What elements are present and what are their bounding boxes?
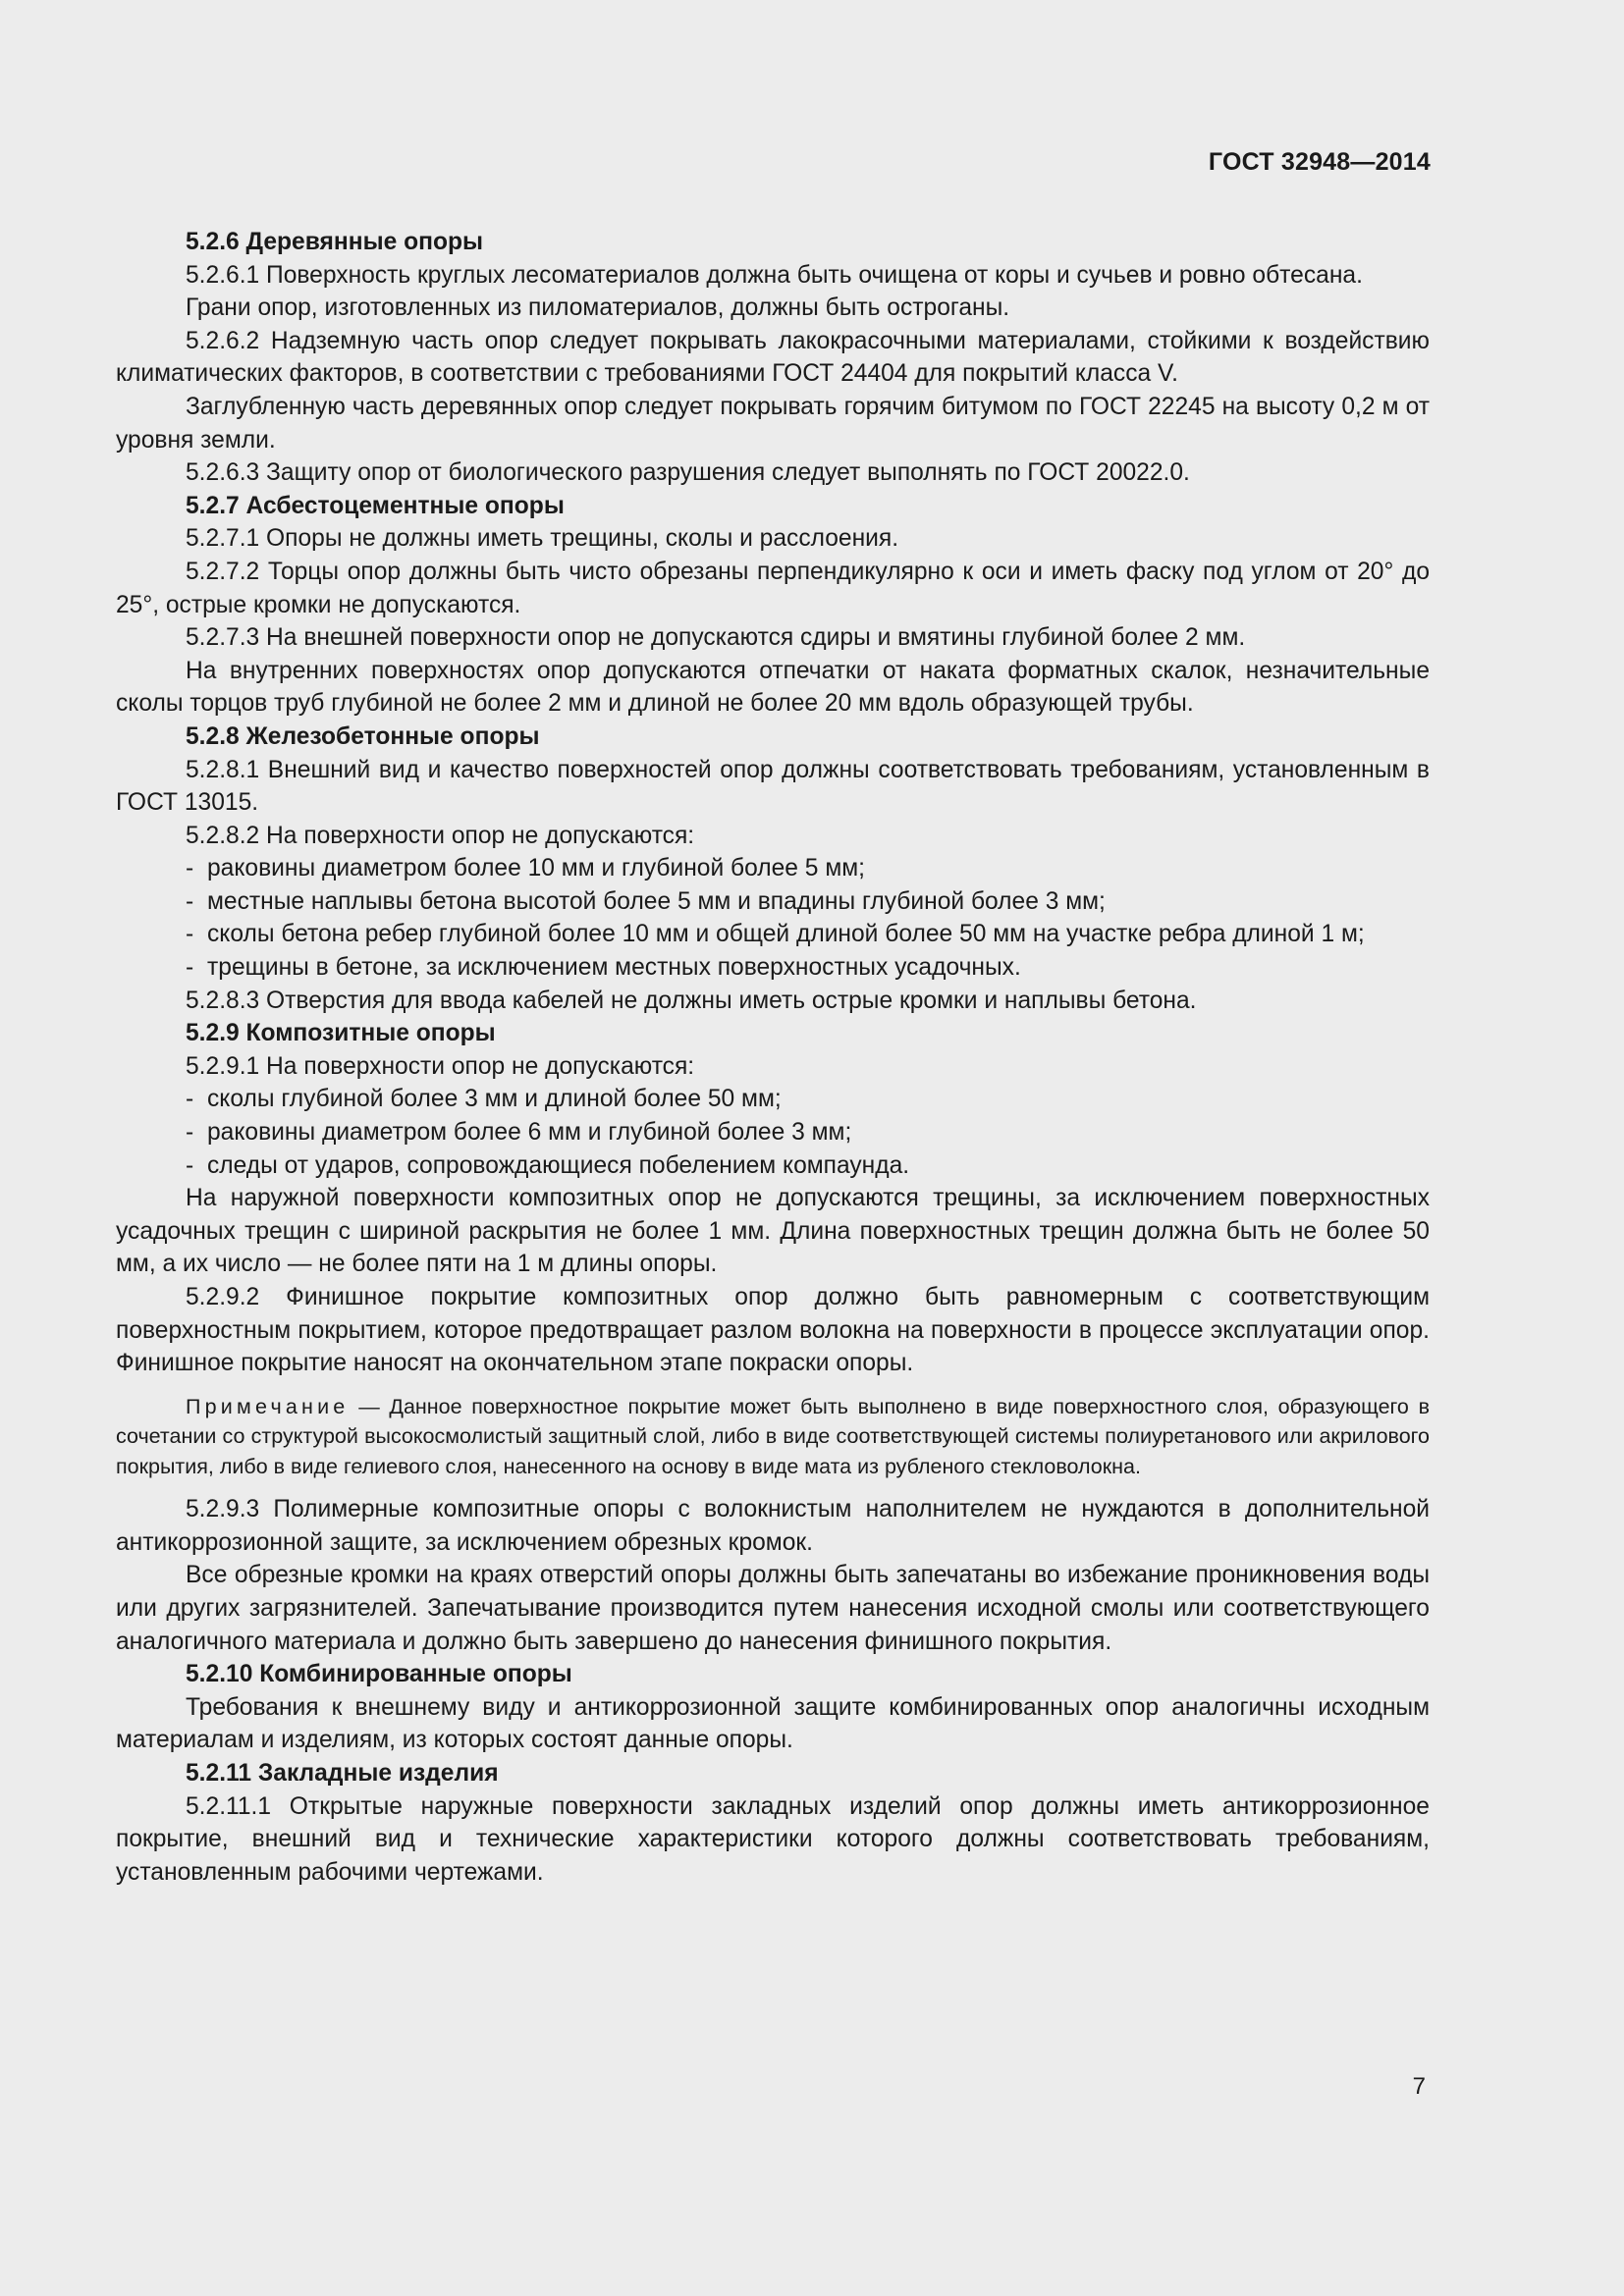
body-paragraph: Грани опор, изготовленных из пиломатериалов, должны быть остроганы. [186, 294, 1010, 322]
list-item [116, 1083, 1430, 1116]
body-paragraph: 5.2.11.1 Открытые наружные поверхности закладных изделий опор должны иметь антикоррозионное покрытие, внешний вид и технические характеристики которого должны соответствовать требованиям, установленным рабочими чертежами. [116, 1792, 1430, 1886]
body-paragraph: 5.2.6.2 Надземную часть опор следует покрывать лакокрасочными материалами, стойкими к воздействию климатических факторов, в соответствии с требованиями ГОСТ 24404 для покрытий класса V. [116, 327, 1430, 388]
section-heading: 5.2.9 Композитные опоры [186, 1020, 496, 1047]
document-code: ГОСТ 32948—2014 [1208, 148, 1431, 176]
page-number: 7 [1412, 2073, 1426, 2100]
body-paragraph: 5.2.7.1 Опоры не должны иметь трещины, сколы и расслоения. [186, 525, 899, 553]
list-item [116, 918, 1430, 951]
list-item-text: местные наплывы бетона высотой более 5 мм и впадины глубиной более 3 мм; [207, 887, 1106, 915]
body-paragraph: 5.2.8.1 Внешний вид и качество поверхностей опор должны соответствовать требованиям, установленным в ГОСТ 13015. [116, 756, 1430, 817]
body-paragraph: 5.2.9.3 Полимерные композитные опоры с волокнистым наполнителем не нуждаются в дополнительной антикоррозионной защите, за исключением обрезных кромок. [116, 1496, 1430, 1556]
body-paragraph: 5.2.9.1 На поверхности опор не допускаются: [186, 1052, 695, 1080]
list-dash: - [186, 1119, 194, 1147]
list-item [116, 1116, 1430, 1149]
section-heading: 5.2.6 Деревянные опоры [186, 229, 484, 255]
body-paragraph: На наружной поверхности композитных опор не допускаются трещины, за исключением поверхностных усадочных трещин с шириной раскрытия не более 1 мм. Длина поверхностных трещин должна быть не более 50 мм, а их число — не более пяти на 1 м длины опоры. [116, 1185, 1430, 1278]
body-paragraph: Требования к внешнему виду и антикоррозионной защите комбинированных опор аналогичны исходным материалам и изделиям, из которых состоят данные опоры. [116, 1693, 1430, 1754]
list-item [116, 951, 1430, 985]
body-paragraph: 5.2.8.3 Отверстия для ввода кабелей не должны иметь острые кромки и наплывы бетона. [186, 987, 1197, 1014]
body-paragraph: 5.2.8.2 На поверхности опор не допускаются: [186, 822, 695, 849]
list-item [116, 852, 1430, 885]
body-paragraph: 5.2.6.1 Поверхность круглых лесоматериалов должна быть очищена от коры и сучьев и ровно обтесана. [186, 261, 1363, 289]
section-heading: 5.2.10 Комбинированные опоры [186, 1661, 572, 1688]
list-item [116, 1149, 1430, 1183]
list-item-text: трещины в бетоне, за исключением местных поверхностных усадочных. [207, 954, 1021, 982]
list-dash: - [186, 921, 194, 948]
body-paragraph: 5.2.9.2 Финишное покрытие композитных опор должно быть равномерным с соответствующим поверхностным покрытием, которое предотвращает разлом волокна на поверхности в процессе эксплуатации опор. Финишное покрытие наносят на окончательном этапе покраски опоры. [116, 1284, 1430, 1377]
list-item-text: раковины диаметром более 6 мм и глубиной более 3 мм; [207, 1119, 852, 1147]
section-heading: 5.2.11 Закладные изделия [186, 1760, 499, 1788]
note-label: Примечание [186, 1394, 350, 1418]
note-paragraph [116, 1392, 1430, 1482]
body-paragraph: 5.2.7.2 Торцы опор должны быть чисто обрезаны перпендикулярно к оси и иметь фаску под углом от 20° до 25°, острые кромки не допускаются. [116, 558, 1430, 618]
list-item-text: раковины диаметром более 10 мм и глубиной более 5 мм; [207, 855, 865, 882]
body-paragraph: Заглубленную часть деревянных опор следует покрывать горячим битумом по ГОСТ 22245 на высоту 0,2 м от уровня земли. [116, 393, 1430, 454]
document-body [116, 226, 1430, 1889]
list-dash: - [186, 1151, 194, 1179]
list-item-text: сколы бетона ребер глубиной более 10 мм и общей длиной более 50 мм на участке ребра длиной 1 м; [207, 921, 1365, 948]
list-item [116, 885, 1430, 919]
list-item-text: следы от ударов, сопровождающиеся побелением компаунда. [207, 1151, 910, 1179]
section-heading: 5.2.8 Железобетонные опоры [186, 722, 540, 750]
section-heading: 5.2.7 Асбестоцементные опоры [186, 492, 565, 519]
list-dash: - [186, 855, 194, 882]
body-paragraph: 5.2.6.3 Защиту опор от биологического разрушения следует выполнять по ГОСТ 20022.0. [186, 459, 1190, 487]
list-item-text: сколы глубиной более 3 мм и длиной более 50 мм; [207, 1086, 782, 1113]
body-paragraph: Все обрезные кромки на краях отверстий опоры должны быть запечатаны во избежание проникновения воды или других загрязнителей. Запечатывание производится путем нанесения исходной смолы или соответствующего аналогичного материала и должно быть завершено до нанесения финишного покрытия. [116, 1562, 1430, 1655]
list-dash: - [186, 887, 194, 915]
note-text: — Данное поверхностное покрытие может быть выполнено в виде поверхностного слоя, образующего в сочетании со структурой высокосмолистый защитный слой, либо в виде соответствующей системы полиуретанового или акрилового покрытия, либо в виде гелиевого слоя, нанесенного на основу в виде мата из рубленого стекловолокна. [116, 1394, 1430, 1478]
body-paragraph: На внутренних поверхностях опор допускаются отпечатки от наката форматных скалок, незначительные сколы торцов труб глубиной не более 2 мм и длиной не более 20 мм вдоль образующей трубы. [116, 657, 1430, 718]
list-dash: - [186, 954, 194, 982]
body-paragraph: 5.2.7.3 На внешней поверхности опор не допускаются сдиры и вмятины глубиной более 2 мм. [186, 624, 1246, 652]
list-dash: - [186, 1086, 194, 1113]
